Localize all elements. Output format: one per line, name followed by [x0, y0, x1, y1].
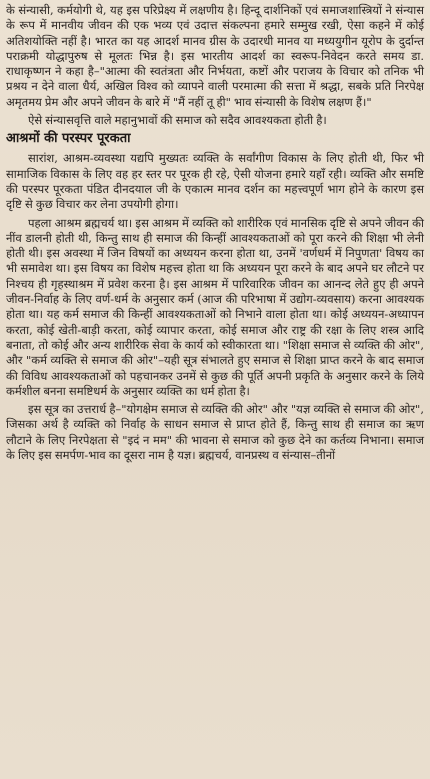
- paragraph-need-of-sannyasis: ऐसे संन्यासवृत्ति वाले महानुभावों की समाज को सदैव आवश्यकता होती है।: [28, 113, 327, 128]
- paragraph-summary: सारांश, आश्रम-व्यवस्था यद्यपि मुख्यतः व्यक्ति के सर्वांगीण विकास के लिए होती थी, फिर भी सामाजिक विकास के लिए वह हर स्तर पर पूरक ही रहे, ऐसी योजना हमारे यहाँ रही। व्यक्ति और समष्टि की परस्पर पूरकता पंडित दीनदयाल जी के एकात्म मानव दर्शन का महत्त्वपूर्ण भाग होने के कारण इस दृष्टि से कुछ विचार कर लेना उपयोगी होगा।: [6, 151, 424, 212]
- paragraph-brahmacharya: पहला आश्रम ब्रह्मचर्य था। इस आश्रम में व्यक्ति को शारीरिक एवं मानसिक दृष्टि से अपने जीवन की नींव डालनी होती थी, किन्तु साथ ही समाज की किन्हीं आवश्यकताओं को पूरा करने की शिक्षा भी लेनी होती थी। इस अवस्था में जिन विषयों का अध्ययन करना होता था, उनमें 'वर्णधर्म में निपुणता' विषय का भी समावेश था। इस विषय का विशेष महत्त्व होता था कि अध्ययन पूरा करने के बाद अपने घर लौटने पर निश्चय ही गृहस्थाश्रम में प्रवेश करना है। इस आश्रम में पारिवारिक जीवन का आनन्द लेते हुए ही अपने जीवन-निर्वाह के लिए वर्ण-धर्म के अनुसार कर्म (आज की परिभाषा में उद्योग-व्यवसाय) करना आवश्यक होता था। यह कर्म समाज की किन्हीं आवश्यकताओं को निभाने वाला होता था। कोई अध्ययन-अध्यापन करता, कोई खेती-बाड़ी करता, कोई व्यापार करता, कोई समाज और राष्ट्र की रक्षा के लिए शस्त्र आदि बनाता, तो कोई और अन्य शारीरिक सेवा के कार्य को स्वीकारता था। "शिक्षा समाज से व्यक्ति की ओर", और "कर्म व्यक्ति से समाज की ओर"–यही सूत्र संभालते हुए समाज से शिक्षा प्राप्त करने के बाद समाज की विविध आवश्यकताओं को पहचानकर उनमें से कुछ की पूर्ति अपनी प्रकृति के अनुसार करने के लिये कर्मशील बनना समष्टिधर्म के अनुसार व्यक्ति का धर्म होता है।: [6, 215, 424, 398]
- paragraph-yajna: इस सूत्र का उत्तरार्ध है–"योगक्षेम समाज से व्यक्ति की ओर" और "यज्ञ व्यक्ति से समाज की ओर", जिसका अर्थ है व्यक्ति को निर्वाह के साधन समाज से प्राप्त होते हैं, किन्तु साथ ही समाज का ऋण लौटाने के लिए निरपेक्षता से "इदं न मम" की भावना से समाज को कुछ देने का कर्तव्य निभाना। समाज के लिए इस समर्पण-भाव का दूसरा नाम है यज्ञ। ब्रह्मचर्य, वानप्रस्थ व संन्यास–तीनों: [6, 402, 424, 463]
- section-heading: आश्रमों की परस्पर पूरकता: [6, 131, 131, 147]
- paragraph-sannyasi-ideal: के संन्यासी, कर्मयोगी थे, यह इस परिप्रेक्ष्य में लक्षणीय है। हिन्दू दार्शनिकों एवं समाजशास्त्रियों ने संन्यास के रूप में मानवीय जीवन की एक भव्य एवं उदात्त संकल्पना हमारे सम्मुख रखी, ऐसा कहने में कोई अतिशयोक्ति नहीं है। भारत का यह आदर्श मानव ग्रीस के उदारधी मानव या मध्ययुगीन यूरोप के दुर्दान्त पराक्रमी योद्धापुरुष से मूलतः भिन्न है। इस भारतीय आदर्श का स्वरूप-निवेदन करते समय डा. राधाकृष्णन ने कहा है–"आत्मा की स्वतंत्रता और निर्भयता, कष्टों और पराजय के विचार को तनिक भी प्रश्रय न देने वाला धैर्य, अखिल विश्व को व्यापने वाली परमात्मा की सत्ता में श्रद्धा, सबके प्रति निरपेक्ष अमृतमय प्रेम और अपने जीवन के बारे में "मैं नहीं तू ही" भाव संन्यासी के विशेष लक्षण हैं।": [6, 3, 424, 109]
